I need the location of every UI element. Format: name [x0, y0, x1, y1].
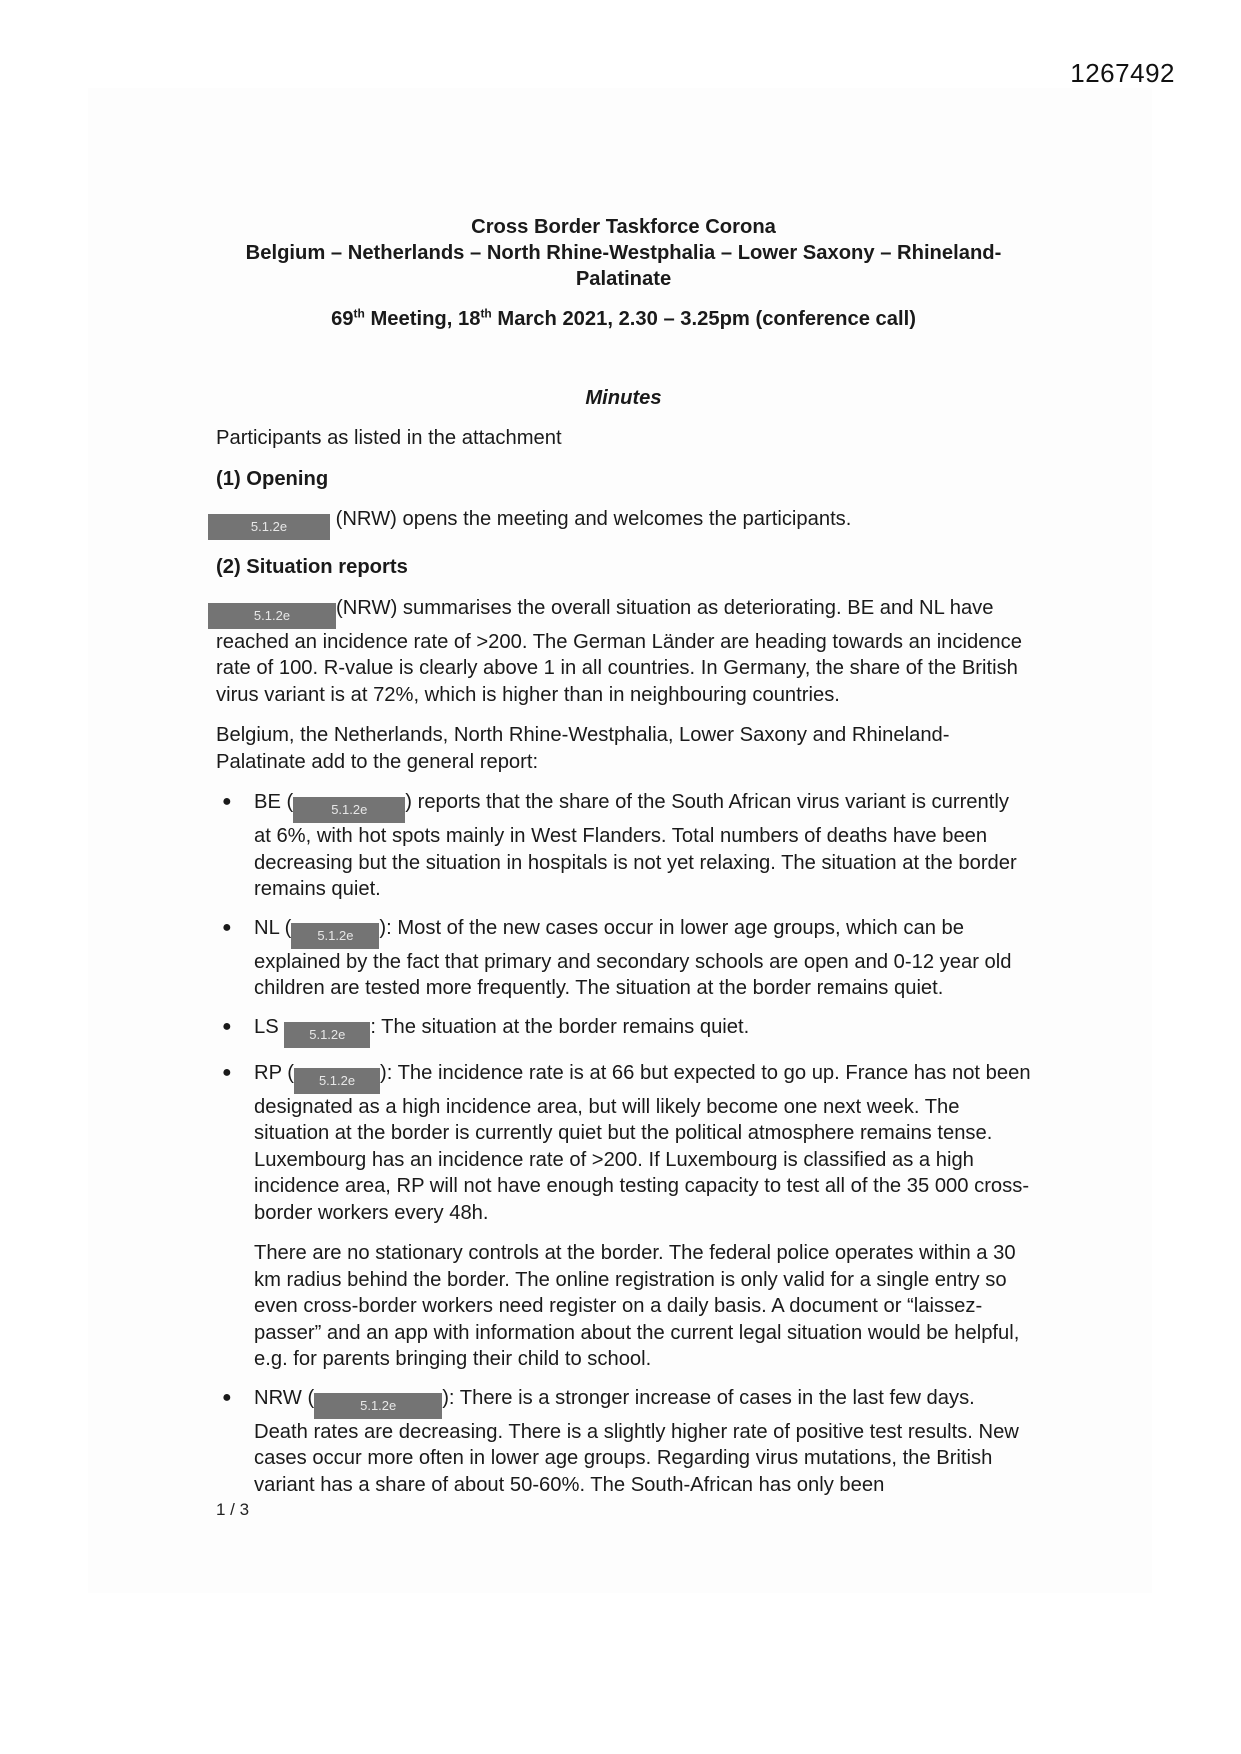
situation-summary-text: (NRW) summarises the overall situation as deteriorating. BE and NL have reached an incidence rate of >200. The German Länder are heading towards an incidence rate of 100. R-value is clearly above 1 in all countries. In Germany, the share of the British virus variant is at 72%, which is higher than in neighbouring countries.	[216, 596, 1022, 706]
meeting-day-suffix: th	[480, 306, 492, 321]
rp-additional-paragraph: There are no stationary controls at the border. The federal police operates within a 30 km radius behind the border. The online registration is only valid for a single entry so even cross-border workers need register on a daily basis. A document or “laissez-passer” and an app with information about the current legal situation would be helpful, e.g. for parents bringing their child to school.	[254, 1242, 1020, 1370]
redaction-box: 5.1.2e	[294, 1068, 380, 1094]
minutes-heading: Minutes	[585, 386, 662, 409]
section-heading-opening: (1) Opening	[216, 467, 329, 490]
bullet-icon: ●	[222, 793, 232, 810]
section-heading-situation-reports: (2) Situation reports	[216, 556, 408, 578]
bullet-icon: ●	[222, 1017, 232, 1035]
redaction-box: 5.1.2e	[208, 603, 336, 629]
bullet-icon: ●	[222, 1063, 232, 1081]
region-prefix: RP (	[254, 1061, 295, 1084]
region-report-text: ): Most of the new cases occur in lower age groups, which can be explained by the fact that primary and secondary schools are open and 0-12 year old children are tested more frequently. The situation at the border remains quiet.	[254, 916, 1012, 999]
regional-reports-list	[216, 789, 1031, 1498]
region-prefix: BE (	[254, 791, 294, 813]
page-number: 1 / 3	[216, 1500, 250, 1519]
region-report-text: ) reports that the share of the South African virus variant is currently at 6%, with hot spots mainly in West Flanders. Total numbers of deaths have been decreasing but the situation in hospitals is not yet relaxing. The situation at the border remains quiet.	[254, 791, 1017, 900]
title-line-1: Cross Border Taskforce Corona	[471, 216, 776, 238]
situation-summary-paragraph	[216, 595, 1031, 709]
region-report-text: : The situation at the border remains quiet.	[370, 1015, 750, 1038]
list-item-ls	[216, 1014, 1031, 1048]
region-prefix: NL (	[254, 916, 292, 939]
document-body	[216, 214, 1031, 1510]
title-line-2: Belgium – Netherlands – North Rhine-Westphalia – Lower Saxony – Rhineland-	[245, 242, 1002, 264]
bullet-icon: ●	[222, 1388, 232, 1406]
meeting-info	[216, 306, 1031, 333]
redaction-box: 5.1.2e	[284, 1022, 370, 1048]
meeting-date-time: March 2021, 2.30 – 3.25pm (conference call)	[491, 308, 916, 330]
redaction-box: 5.1.2e	[314, 1393, 442, 1419]
document-title	[206, 214, 1041, 292]
region-report-text: ): There is a stronger increase of cases in the last few days. Death rates are decreasing. There is a slightly higher rate of positive test results. New cases occur more often in lower age groups. Regarding virus mutations, the British variant has a share of about 50-60%. The South-African has only been	[254, 1386, 1019, 1496]
opening-paragraph	[216, 506, 1031, 540]
region-prefix: NRW (	[254, 1386, 315, 1409]
redaction-box: 5.1.2e	[293, 797, 405, 823]
document-id: 1267492	[1070, 58, 1175, 88]
opening-text: (NRW) opens the meeting and welcomes the participants.	[335, 508, 852, 530]
redaction-box: 5.1.2e	[291, 923, 379, 949]
meeting-number-suffix: th	[353, 306, 365, 321]
bullet-icon: ●	[222, 918, 232, 936]
list-item-nrw	[216, 1385, 1031, 1499]
region-prefix: LS	[254, 1015, 285, 1038]
list-item-nl	[216, 915, 1031, 1002]
meeting-word: Meeting,	[364, 308, 458, 330]
meeting-day: 18	[457, 308, 481, 330]
title-line-3: Palatinate	[575, 268, 672, 290]
list-item-be	[216, 789, 1031, 903]
situation-intro: Belgium, the Netherlands, North Rhine-Westphalia, Lower Saxony and Rhineland-Palatinate add to the general report:	[216, 724, 950, 773]
redaction-box: 5.1.2e	[208, 514, 330, 540]
list-item-rp	[216, 1060, 1031, 1373]
participants-text: Participants as listed in the attachment	[216, 427, 562, 449]
meeting-number: 69	[331, 308, 354, 330]
region-report-text: ): The incidence rate is at 66 but expected to go up. France has not been designated as a high incidence area, but will likely become one next week. The situation at the border is currently quiet but the political atmosphere remains tense. Luxembourg has an incidence rate of >200. If Luxembourg is classified as a high incidence area, RP will not have enough testing capacity to test all of the 35 000 cross-border workers every 48h.	[254, 1061, 1031, 1224]
